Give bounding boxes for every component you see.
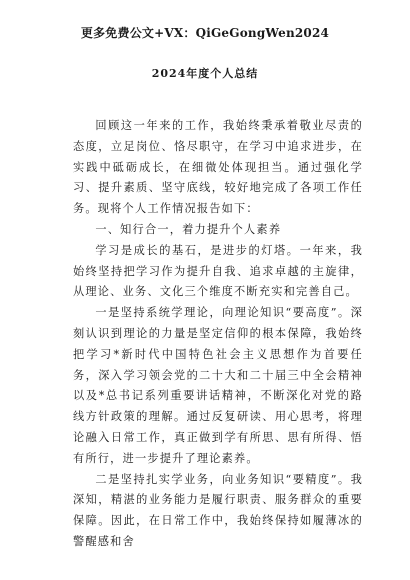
document-title: 2024年度个人总结 — [151, 67, 259, 80]
paragraph-business: 二是坚持扎实学业务，向业务知识“要精度”。我深知，精湛的业务能力是履行职责、服务群众的重要保障。因此，在日常工作中，我始终保持如履薄冰的警醒感和舍 — [73, 472, 363, 548]
paragraph-theory: 一是坚持系统学理论，向理论知识“要高度”。深刻认识到理论的力量是坚定信仰的根本保障，我始终把学习*新时代中国特色社会主义思想作为首要任务，深入学习领会党的二十大和二十届三中全会精神以及*总书记系列重要讲话精神，不断深化对党的路线方针政策的理解。通过反复研读、用心思考，将理论融入日常工作，真正做到学有所思、思有所得、悟有所行，进一步提升了理论素养。 — [73, 306, 363, 465]
paragraph-intro: 回顾这一年来的工作，我始终秉承着敬业尽责的态度，立足岗位、恪尽职守，在学习中追求进步，在实践中砥砺成长，在细微处体现担当。通过强化学习、提升素质、坚守底线，较好地完成了各项工作任务。现将个人工作情况报告如下： — [73, 119, 363, 216]
paragraph-learning: 学习是成长的基石，是进步的灯塔。一年来，我始终坚持把学习作为提升自我、追求卓越的主旋律，从理论、业务、文化三个维度不断充实和完善自己。 — [73, 243, 363, 299]
promo-banner: 更多免费公文+VX：QiGeGongWen2024 — [80, 26, 330, 40]
document-body — [73, 116, 363, 553]
section-heading-1: 一、知行合一，着力提升个人素养 — [95, 222, 282, 236]
